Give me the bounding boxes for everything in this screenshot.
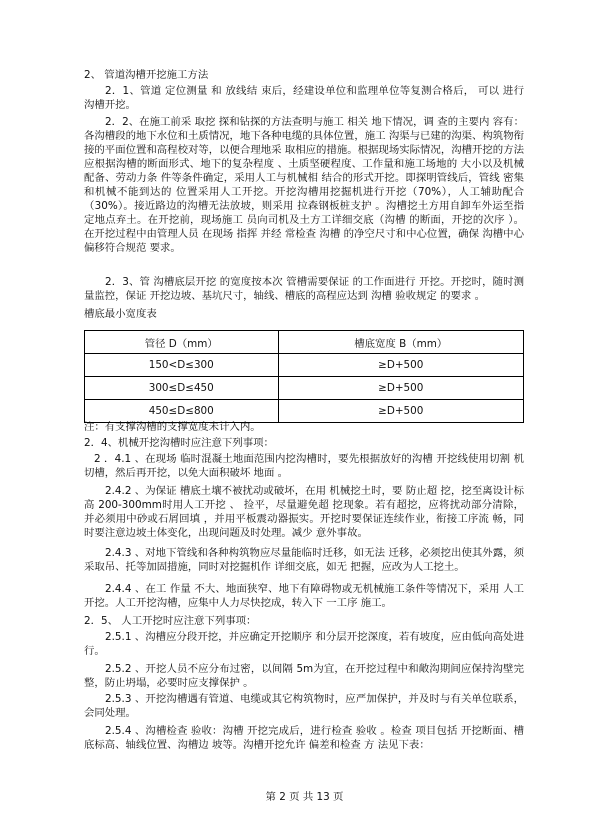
paragraph-2-4-3: 2.4.3 、对地下管线和各种构筑物应尽量能临时迁移，如无法 迁移，必须挖出使其外露，须采取吊、托等加固措施，同时对挖掘机作 详细交底，如无 把握，应改为人工挖土。 [84, 547, 524, 573]
paragraph-2-5-3: 2.5.3 、开挖沟槽遇有管道、电缆或其它构筑物时，应严加保护，并及时与有关单位联系，会同处理。 [84, 693, 524, 719]
sub-heading-2-5: 2．5、 人工开挖时应注意下列事项： [84, 615, 257, 627]
paragraph-2-5-1: 2.5.1 、沟槽应分段开挖，并应确定开挖顺序 和分层开挖深度，若有坡度，应由低向高处进行。 [84, 631, 524, 657]
table-cell: 450≤D≤800 [85, 400, 279, 423]
table-row [85, 354, 524, 377]
bottom-width-table [84, 330, 524, 423]
paragraph-2-4-4: 2.4.4 、在工 作量 不大、地面狭窄、地下有障碍物或无机械施工条件等情况下，采用 人工开挖。人工开挖沟槽，应集中人力尽快挖成，转入下 一工序 施工。 [84, 583, 524, 609]
sub-heading-2-4: 2．4、机械开挖沟槽时应注意下列事项： [84, 437, 274, 449]
paragraph-2-2: 2．2、在施工前采 取挖 探和钻探的方法查明与施工 相关 地下情况，调 查的主要内 容有：各沟槽段的地下水位和土质情况，地下各种电缆的具体位置，施工 沟渠与已建的沟渠、构筑物衔接的平面位置和高程校对等，以便合理地采 取相应的措施。根据现场实际情况，沟槽开挖的方法应根据沟槽的断面形式、地下的复杂程度 、土质坚硬程度、工作量和施工场地的 大小以及机械配备、劳动力条 件等条件确定，采用人工与机械相 结合的形式开挖。即探明管线后，管线 密集和机械不能到达的 位置采用人工开挖。开挖沟槽用挖掘机进行开挖（70%），人工辅助配合（30%）。接近路边的沟槽无法放坡，则采用 拉森钢板桩支护 。沟槽挖土方用自卸车外运至指定地点弃土。在开挖前，现场施工 员向司机及土方工详细交底（沟槽 的断面，开挖的次序 ）。在开挖过程中由管理人员 在现场 指挥 并经 常检查 沟槽 的净空尺寸和中心位置，确保 沟槽中心偏移符合规范 要求。 [84, 116, 524, 254]
table-cell: ≥D+500 [278, 400, 523, 423]
section-heading: 2、 管道沟槽开挖施工方法 [84, 69, 209, 81]
paragraph-2-5-2: 2.5.2 、开挖人员不应分布过密，以间隔 5m为宜，在开挖过程中和敞沟期间应保持沟壁完整，防止坍塌，必要时应支撑保护 。 [84, 663, 524, 689]
paragraph-2-4-1: 2 ．4.1 、在现场 临时混凝土地面范围内挖沟槽时，要先根据放好的沟槽 开挖线使用切割 机切槽，然后再开挖，以免大面积破坏 地面 。 [84, 453, 524, 479]
paragraph-2-4-2: 2.4.2 、为保证 槽底土壤不被扰动或破坏，在用 机械挖土时，要 防止超 挖，挖至离设计标高 200-300mm时用人工开挖 、 捡平，尽量避免超 挖现象。若有超挖，应将扰动部分清除，并必须用中砂或石屑回填 ，并用平板震动器振实。开挖时要保证连续作业，衔接工序流 畅，同时要注意边坡土体变化，出现问题及时处理。减少 意外事故。 [84, 485, 524, 539]
table-title: 槽底最小宽度表 [84, 308, 157, 320]
table-cell: ≥D+500 [278, 377, 523, 400]
table-cell: 150<D≤300 [85, 354, 279, 377]
table-row [85, 377, 524, 400]
table-header-cell: 槽底宽度 B（mm） [278, 331, 523, 354]
paragraph-2-1: 2．1、管道 定位测量 和 放线结 束后，经建设单位和监理单位等复测合格后， 可以 进行 沟槽开挖。 [84, 85, 524, 111]
table-note: 注：有支撑沟槽的支撑宽度未计入内。 [84, 421, 261, 433]
paragraph-2-5-4: 2.5.4 、沟槽检查 验收：沟槽 开挖完成后，进行检查 验收 。检查 项目包括 开挖断面、槽底标高、轴线位置、沟槽边 坡等。沟槽开挖允许 偏差和检查 方 法见下表： [84, 725, 524, 751]
page-footer: 第 2 页 共 13 页 [265, 791, 344, 803]
table-header-row [85, 331, 524, 354]
paragraph-2-3: 2．3、管 沟槽底层开挖 的宽度按本次 管槽需要保证 的工作面进行 开挖。开挖时，随时测量监控，保证 开挖边坡、基坑尺寸，轴线、槽底的高程应达到 沟槽 验收规定 的要求 。 [84, 276, 524, 302]
table-cell: 300≤D≤450 [85, 377, 279, 400]
table-cell: ≥D+500 [278, 354, 523, 377]
table-header-cell: 管径 D（mm） [85, 331, 279, 354]
